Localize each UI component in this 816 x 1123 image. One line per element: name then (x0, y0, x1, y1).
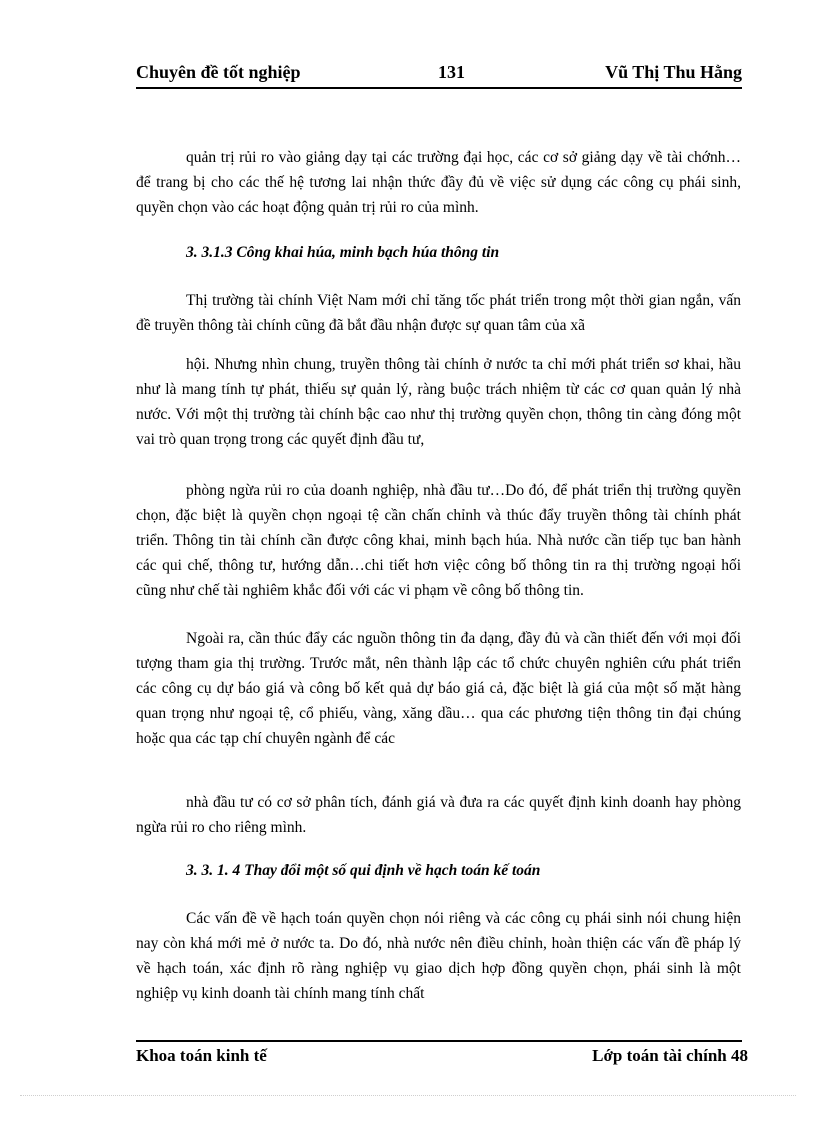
paragraph-3: hội. Nhưng nhìn chung, truyền thông tài chính ở nước ta chỉ mới phát triển sơ khai, hầu như là mang tính tự phát, thiếu sự quản lý, ràng buộc trách nhiệm từ các cơ quan quản lý nhà nước. Với một thị trường tài chính bậc cao như thị trường quyền chọn, thông tin càng đóng một vai trò quan trọng trong các quyết định đầu tư, (136, 356, 741, 448)
header-rule (136, 87, 742, 89)
paragraph-2: Thị trường tài chính Việt Nam mới chỉ tăng tốc phát triển trong một thời gian ngắn, vấn đề truyền thông tài chính cũng đã bắt đầu nhận được sự quan tâm của xã (136, 292, 741, 334)
footer-rule (136, 1040, 742, 1042)
page-footer (136, 1046, 748, 1070)
header-document-type: Chuyên đề tốt nghiệp (136, 62, 301, 82)
header-page-number: 131 (438, 62, 465, 82)
paragraph-1: quản trị rủi ro vào giảng dạy tại các trường đại học, các cơ sở giảng dạy về tài chớnh…để trang bị cho các thế hệ tương lai nhận thức đầy đủ về việc sử dụng các công cụ phái sinh, quyền chọn vào các hoạt động quản trị rủi ro của mình. (136, 149, 741, 216)
page-header (136, 62, 742, 86)
page-bottom-dotted-line (20, 1095, 796, 1096)
footer-faculty: Khoa toán kinh tế (136, 1046, 267, 1065)
paragraph-5: Ngoài ra, cần thúc đẩy các nguồn thông tin đa dạng, đầy đủ và cần thiết đến với mọi đối tượng tham gia thị trường. Trước mắt, nên thành lập các tổ chức chuyên nghiên cứu phát triển các công cụ dự báo giá và công bố kết quả dự báo giá cả, đặc biệt là giá của một số mặt hàng quan trọng như ngoại tệ, cổ phiếu, vàng, xăng dầu… qua các phương tiện thông tin đại chúng hoặc qua các tạp chí chuyên ngành để các (136, 630, 741, 747)
header-author: Vũ Thị Thu Hằng (605, 62, 742, 82)
paragraph-7: Các vấn đề về hạch toán quyền chọn nói riêng và các công cụ phái sinh nói chung hiện nay còn khá mới mẻ ở nước ta. Do đó, nhà nước nên điều chỉnh, hoàn thiện các vấn đề pháp lý về hạch toán, xác định rõ ràng nghiệp vụ giao dịch hợp đồng quyền chọn, phái sinh là một nghiệp vụ kinh doanh tài chính mang tính chất (136, 910, 741, 1002)
footer-class: Lớp toán tài chính 48 (592, 1046, 748, 1065)
section-heading-3314: 3. 3. 1. 4 Thay đổi một số qui định về hạch toán kế toán (186, 862, 541, 879)
section-heading-3313: 3. 3.1.3 Công khai húa, minh bạch húa thông tin (186, 244, 500, 261)
paragraph-4: phòng ngừa rủi ro của doanh nghiệp, nhà đầu tư…Do đó, để phát triển thị trường quyền chọn, đặc biệt là quyền chọn ngoại tệ cần chấn chỉnh và thúc đẩy truyền thông tài chính phát triển. Thông tin tài chính cần được công khai, minh bạch húa. Nhà nước cần tiếp tục ban hành các qui chế, thông tư, hướng dẫn…chi tiết hơn việc công bố thông tin ra thị trường ngoại hối cũng như chế tài nghiêm khắc đối với các vi phạm về công bố thông tin. (136, 482, 741, 599)
paragraph-6: nhà đầu tư có cơ sở phân tích, đánh giá và đưa ra các quyết định kinh doanh hay phòng ngừa rủi ro cho riêng mình. (136, 794, 741, 836)
